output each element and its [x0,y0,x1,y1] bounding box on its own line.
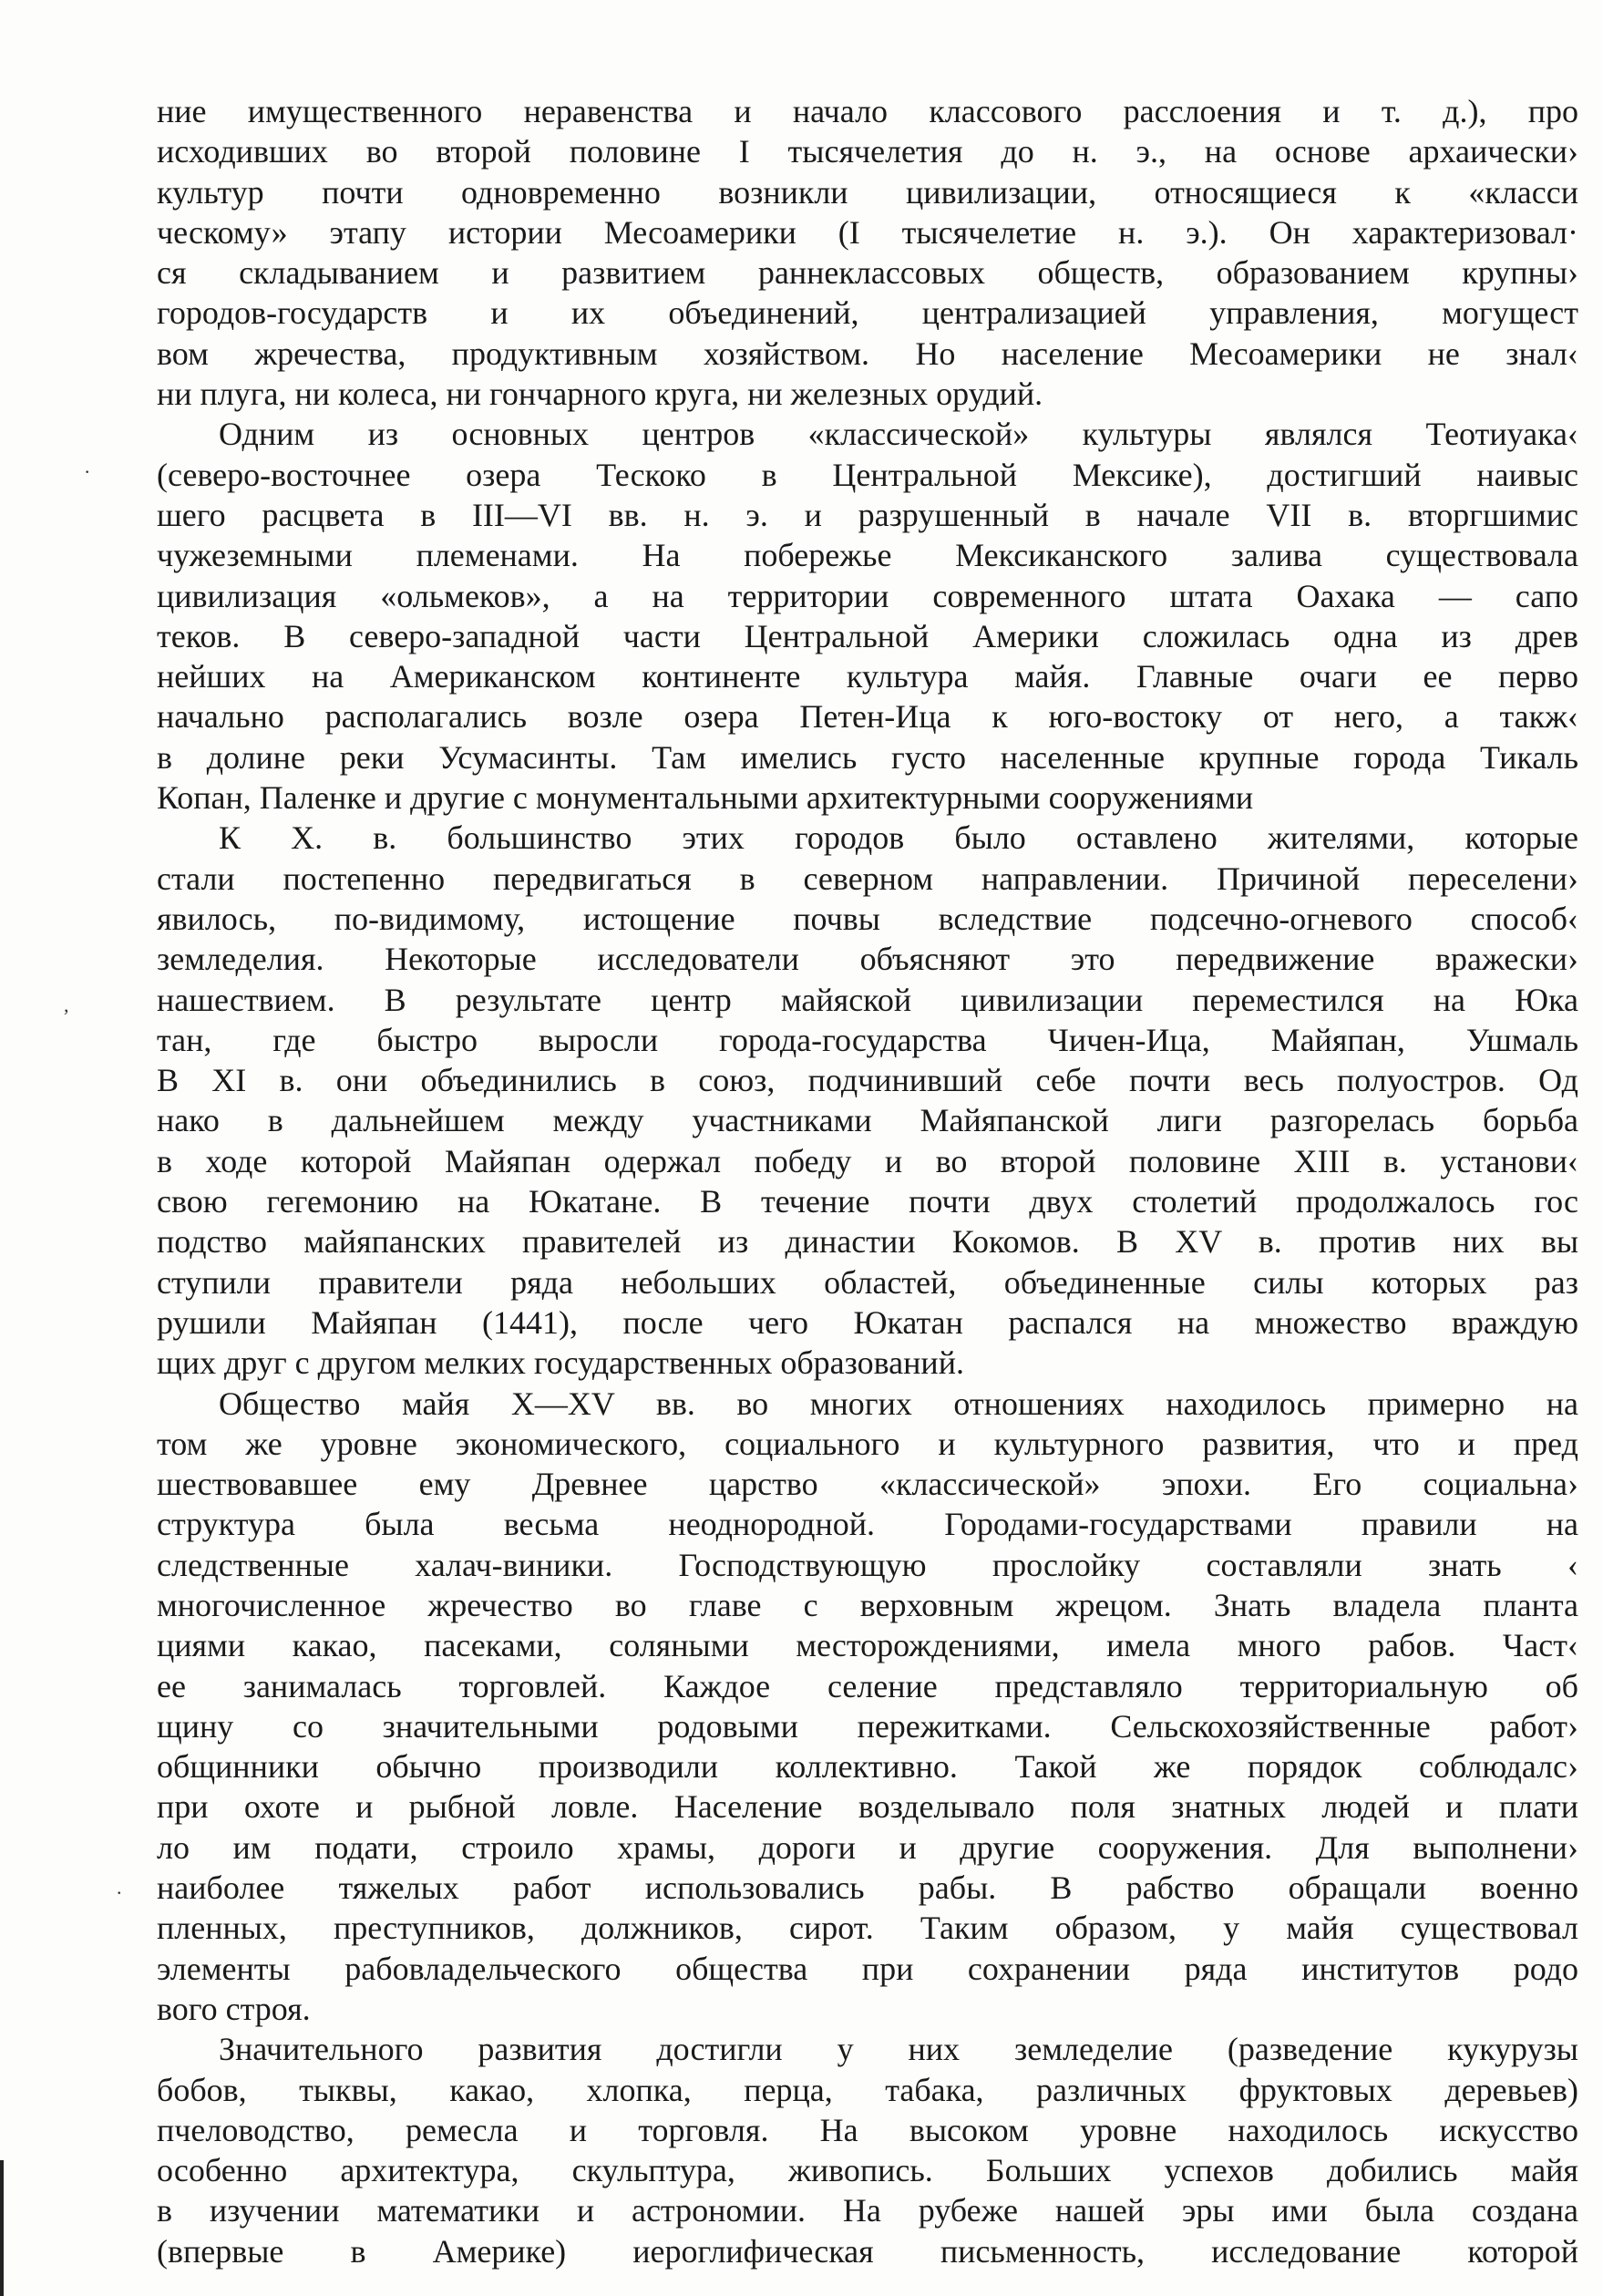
text-line: вом жречества, продуктивным хозяйством. Но население Месоамерики не знал‹ [157,335,1578,372]
text-line: ческому» этапу истории Месоамерики (I тысячелетие н. э.). Он характеризовал· [157,213,1578,251]
text-line: ни плуга, ни колеса, ни гончарного круга, ни железных орудий. [157,376,1043,413]
text-line: исходивших во второй половине I тысячелетия до н. э., на основе архаически› [157,133,1578,170]
text-line: теков. В северо-западной части Центральной Америки сложилась одна из древ [157,617,1578,654]
text-line: (северо-восточнее озера Тескоко в Центральной Мексике), достигший наивыс [157,456,1578,493]
text-line: многочисленное жречество во главе с верховным жрецом. Знать владела планта [157,1586,1578,1623]
text-line: в изучении математики и астрономии. На рубеже нашей эры ими была создана [157,2192,1578,2229]
text-line: подство майяпанских правителей из династии Кокомов. В XV в. против них вы [157,1223,1578,1261]
text-line: наиболее тяжелых работ использовались рабы. В рабство обращали военно [157,1869,1578,1907]
text-line: нако в дальнейшем между участниками Майяпанской лиги разгорелась борьба [157,1102,1578,1139]
text-line: земледелия. Некоторые исследователи объясняют это передвижение вражески› [157,941,1578,978]
text-line: особенно архитектура, скульптура, живопись. Больших успехов добились майя [157,2152,1578,2189]
text-line: ло им подати, строило храмы, дороги и другие сооружения. Для выполнени› [157,1828,1578,1866]
text-line: пчеловодство, ремесла и торговля. На высоком уровне находилось искусство [157,2111,1578,2148]
text-line: нейших на Американском континенте культура майя. Главные очаги ее перво [157,658,1578,695]
binding-edge [0,2160,4,2296]
paragraph-first-line: Значительного развития достигли у них земледелие (разведение кукурузы [219,2031,1578,2068]
text-line: явилось, по-видимому, истощение почвы вследствие подсечно-огневого способ‹ [157,900,1578,937]
text-line: городов-государств и их объединений, централизацией управления, могущест [157,294,1578,332]
text-line: рушили Майяпан (1441), после чего Юкатан распался на множество враждую [157,1303,1578,1341]
text-line: ние имущественного неравенства и начало классового расслоения и т. д.), про [157,93,1578,129]
text-line: в ходе которой Майяпан одержал победу и во второй половине XIII в. установи‹ [157,1142,1578,1179]
text-line: В XI в. они объединились в союз, подчинивший себе почти весь полуостров. Од [157,1062,1578,1099]
margin-speck: , [64,994,69,1016]
text-line: стали постепенно передвигаться в северном направлении. Причиной переселени› [157,860,1578,897]
text-line: (впервые в Америке) иероглифическая письменность, исследование которой [157,2232,1578,2270]
paragraph-first-line: К X. в. большинство этих городов было оставлено жителями, которые [219,819,1578,857]
text-line: том же уровне экономического, социального и культурного развития, что и пред [157,1425,1578,1462]
text-line: бобов, тыквы, какао, хлопка, перца, табака, различных фруктовых деревьев) [157,2071,1578,2108]
text-line: щих друг с другом мелких государственных образований. [157,1344,964,1382]
text-line: тан, где быстро выросли города-государства Чичен-Ица, Майяпан, Ушмаль [157,1021,1578,1058]
margin-speck: · [84,460,91,483]
body-text [157,91,1578,2271]
text-line: начально располагались возле озера Петен-Ица к юго-востоку от него, а такж‹ [157,698,1578,736]
text-line: шего расцвета в III—VI вв. н. э. и разрушенный в начале VII в. вторгшимис [157,496,1578,533]
text-line: в долине реки Усумасинты. Там имелись густо населенные крупные города Тикаль [157,738,1578,776]
text-line: нашествием. В результате центр майяской цивилизации переместился на Юка [157,981,1578,1018]
text-line: циями какао, пасеками, соляными месторождениями, имела много рабов. Част‹ [157,1627,1578,1664]
text-line: культур почти одновременно возникли цивилизации, относящиеся к «класси [157,173,1578,211]
paragraph-first-line: Одним из основных центров «классической» культуры являлся Теотиуака‹ [219,416,1578,453]
text-line: структура была весьма неоднородной. Городами-государствами правили на [157,1506,1578,1543]
text-line: общинники обычно производили коллективно. Такой же порядок соблюдалс› [157,1748,1578,1786]
text-line: цивилизация «ольмеков», а на территории современного штата Оахака — сапо [157,577,1578,614]
margin-speck: . [117,1876,122,1899]
text-line: следственные халач-виники. Господствующую прослойку составляли знать ‹ [157,1546,1578,1583]
text-line: чужеземными племенами. На побережье Мексиканского залива существовала [157,537,1578,574]
text-line: при охоте и рыбной ловле. Население возделывало поля знатных людей и плати [157,1788,1578,1826]
text-line: свою гегемонию на Юкатане. В течение почти двух столетий продолжалось гос [157,1183,1578,1220]
text-line: вого строя. [157,1990,311,2027]
text-line: ступили правители ряда небольших областей, объединенные силы которых раз [157,1263,1578,1301]
text-line: ся складыванием и развитием раннеклассовых обществ, образованием крупны› [157,254,1578,292]
text-line: пленных, преступников, должников, сирот. Таким образом, у майя существовал [157,1910,1578,1947]
text-line: ее занималась торговлей. Каждое селение представляло территориальную об [157,1667,1578,1704]
text-line: Копан, Паленке и другие с монументальными архитектурными сооружениями [157,779,1254,817]
text-line: щину со значительными родовыми пережитками. Сельскохозяйственные работ› [157,1707,1578,1745]
paragraph-first-line: Общество майя X—XV вв. во многих отношениях находилось примерно на [219,1385,1578,1422]
text-line: шествовавшее ему Древнее царство «классической» эпохи. Его социальна› [157,1466,1578,1503]
text-line: элементы рабовладельческого общества при сохранении ряда институтов родо [157,1950,1578,1987]
